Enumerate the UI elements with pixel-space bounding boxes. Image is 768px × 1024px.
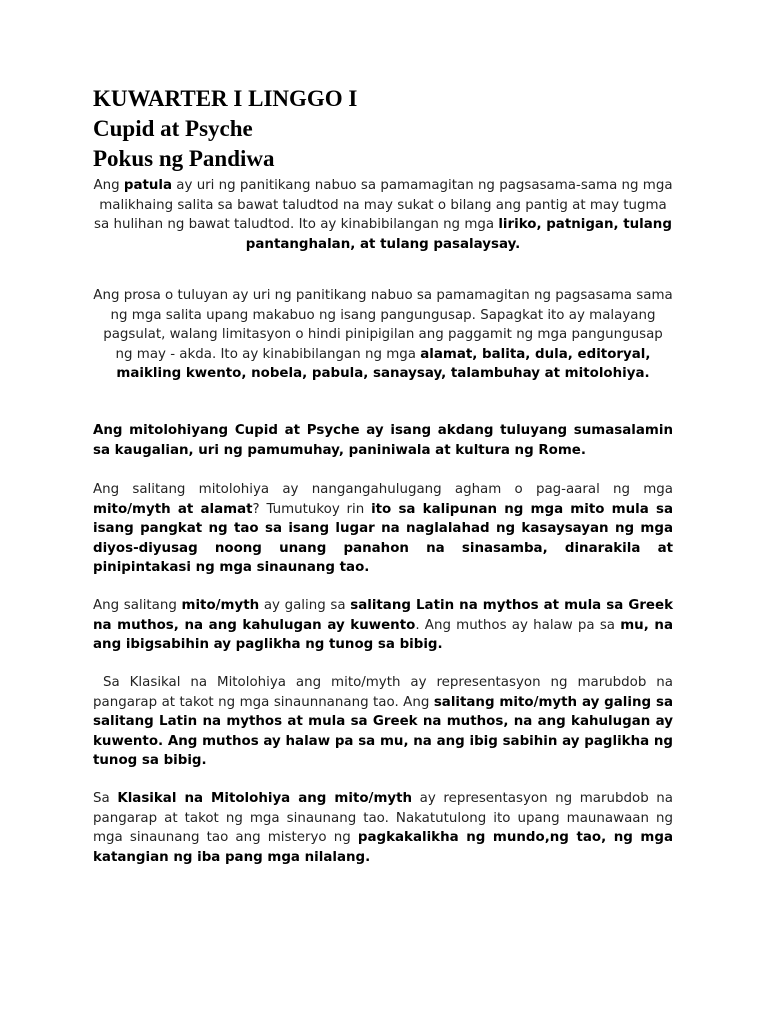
text-span: ay galing sa (259, 598, 351, 613)
lesson-title: Pokus ng Pandiwa (93, 146, 275, 171)
bold-span: salitang Latin na mythos at mula sa Greek na muthos, na ang kahulugan ay kuwento (93, 598, 673, 633)
paragraph-prosa (93, 286, 673, 384)
text-span: Ang salitang (93, 598, 182, 613)
text-span: Ang (93, 178, 124, 193)
title-block (93, 84, 357, 174)
text-span: Ang prosa o tuluyan ay uri ng panitikang nabuo sa pamamagitan ng pagsasama sama ng mga salita upang makabuo ng isang pangungusap. Sapagkat ito ay malayang pagsulat, walang limitasyon o hindi pinipigilan ang paggamit ng mga pangungusap ng may - akda. Ito ay kinabibilangan ng mga (93, 288, 673, 362)
bold-span: pagkakalikha ng mundo,ng tao, ng mga katangian ng iba pang mga nilalang. (93, 830, 673, 865)
paragraph-mito-myth (93, 596, 673, 655)
bold-span: ito sa kalipunan ng mga mito mula sa isang pangkat ng tao sa isang lugar na naglalahad ng kasaysayan ng mga diyos-diyusag noong unang panahon na sinasamba, dinarakila at pinipintakasi ng mga sinaunang tao. (93, 501, 673, 575)
text-span: Sa Klasikal na Mitolohiya ang mito/myth ay representasyon ng marubdob na pangarap at takot ng mga sinaunnanang tao. Ang (93, 675, 673, 710)
bold-span: mito/myth (181, 598, 260, 613)
text-span: ? Tumutukoy rin (252, 501, 372, 517)
paragraph-patula (93, 176, 673, 254)
bold-span: patula (123, 178, 173, 193)
text-span: Sa (93, 791, 118, 806)
quarter-week-title: KUWARTER I LINGGO I (93, 86, 358, 111)
text-span: ay representasyon ng marubdob na pangarap at takot ng mga sinaunang tao. Nakatutulong ito upang maunawaan ng mga sinaunang tao ang misteryo ng (93, 791, 673, 845)
text-span: . Ang muthos ay halaw pa sa (415, 617, 621, 633)
text-span: ay uri ng panitikang nabuo sa pamamagitan ng pagsasama-sama ng mga malikhaing salita sa bawat taludtod na may sukat o bilang ang pantig at may tugma sa hulihan ng bawat taludtod. Ito ay kinabibilangan ng mga (94, 178, 673, 232)
text-span: Ang salitang mitolohiya ay nangangahulugang agham o pag-aaral ng mga (93, 482, 673, 497)
story-title: Cupid at Psyche (93, 116, 253, 141)
paragraph-cupid-psyche (93, 421, 673, 460)
bold-span: alamat, balita, dula, editoryal, maikling kwento, nobela, pabula, sanaysay, talambuhay at mitolohiya. (116, 346, 651, 381)
bold-span: Ang mitolohiyang Cupid at Psyche ay isang akdang tuluyang sumasalamin sa kaugalian, uri ng pamumuhay, paniniwala at kultura ng Rome. (93, 423, 673, 458)
bold-span: mito/myth at alamat (93, 501, 253, 517)
bold-span: salitang mito/myth ay galing sa salitang Latin na mythos at mula sa Greek na muthos, na ang kahulugan ay kuwento. Ang muthos ay halaw pa sa mu, na ang ibig sabihin ay paglikha ng tunog sa bibig. (93, 694, 673, 768)
bold-span: Klasikal na Mitolohiya ang mito/myth (117, 791, 413, 806)
bold-span: liriko, patnigan, tulang pantanghalan, at tulang pasalaysay. (245, 217, 672, 252)
paragraph-mitolohiya (93, 480, 673, 578)
bold-span: mu, na ang ibigsabihin ay paglikha ng tunog sa bibig. (93, 617, 673, 652)
paragraph-klasikal-1 (93, 673, 673, 771)
paragraph-klasikal-2 (93, 789, 673, 867)
